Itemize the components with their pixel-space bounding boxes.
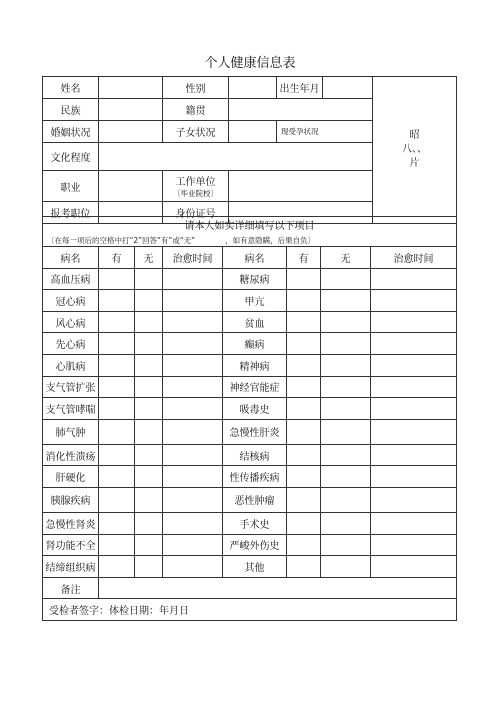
no-cell-right[interactable]: [321, 290, 371, 312]
cure-time-cell-right[interactable]: [371, 556, 457, 578]
disease-name-left: 高血压病: [43, 268, 99, 290]
cure-time-cell-left[interactable]: [163, 534, 223, 556]
cure-time-cell-left[interactable]: [163, 556, 223, 578]
yes-cell-left[interactable]: [99, 534, 135, 556]
birth-field[interactable]: [323, 77, 373, 99]
disease-name-left: 肝硬化: [43, 466, 99, 488]
disease-row: [43, 419, 457, 444]
signature-line[interactable]: 受检者签字：体检日期：年月日: [43, 599, 457, 621]
header-disease-right: 病名: [223, 247, 287, 269]
yes-cell-right[interactable]: [287, 512, 321, 534]
disease-row: [43, 311, 457, 333]
photo-label-3: 片: [409, 158, 420, 169]
occupation-field[interactable]: [99, 171, 163, 202]
yes-cell-left[interactable]: [99, 419, 135, 444]
disease-name-left: 冠心病: [43, 290, 99, 312]
disease-name-right: 贫血: [223, 311, 287, 333]
occupation-label: 职业: [43, 171, 99, 202]
disease-row: [43, 512, 457, 534]
cure-time-cell-right[interactable]: [371, 290, 457, 312]
disease-name-left: 先心病: [43, 333, 99, 355]
yes-cell-right[interactable]: [287, 333, 321, 355]
disease-name-left: 胰腺疾病: [43, 487, 99, 512]
no-cell-right[interactable]: [321, 512, 371, 534]
disease-name-right: 甲亢: [223, 290, 287, 312]
disease-row: [43, 268, 457, 290]
disease-name-left: 急慢性肾炎: [43, 512, 99, 534]
cure-time-cell-right[interactable]: [371, 398, 457, 420]
yes-cell-left[interactable]: [99, 333, 135, 355]
no-cell-right[interactable]: [321, 487, 371, 512]
cure-time-cell-right[interactable]: [371, 333, 457, 355]
yes-cell-right[interactable]: [287, 376, 321, 398]
cure-time-cell-left[interactable]: [163, 444, 223, 466]
name-field[interactable]: [99, 77, 163, 99]
disease-name-left: 心肌病: [43, 354, 99, 376]
disease-name-left: 支气管扩张: [43, 376, 99, 398]
personal-info-table: [42, 76, 457, 224]
cure-time-cell-right[interactable]: [371, 354, 457, 376]
no-cell-left[interactable]: [135, 512, 163, 534]
yes-cell-right[interactable]: [287, 419, 321, 444]
marital-label: 婚姻状况: [43, 121, 99, 143]
notice-box: [43, 217, 457, 247]
yes-cell-right[interactable]: [287, 398, 321, 420]
cure-time-cell-left[interactable]: [163, 311, 223, 333]
disease-name-left: 消化性溃疡: [43, 444, 99, 466]
disease-row: [43, 333, 457, 355]
disease-row: [43, 444, 457, 466]
children-label: 子女状况: [163, 121, 229, 143]
no-cell-left[interactable]: [135, 354, 163, 376]
yes-cell-left[interactable]: [99, 354, 135, 376]
yes-cell-left[interactable]: [99, 466, 135, 488]
work-unit-label: [163, 171, 229, 202]
disease-name-right: 精神病: [223, 354, 287, 376]
no-cell-right[interactable]: [321, 466, 371, 488]
no-cell-right[interactable]: [321, 376, 371, 398]
yes-cell-right[interactable]: [287, 534, 321, 556]
native-place-field[interactable]: [229, 99, 373, 121]
cure-time-cell-right[interactable]: [371, 376, 457, 398]
disease-name-right: 其他: [223, 556, 287, 578]
cure-time-cell-right[interactable]: [371, 311, 457, 333]
no-cell-right[interactable]: [321, 534, 371, 556]
no-cell-left[interactable]: [135, 290, 163, 312]
yes-cell-right[interactable]: [287, 444, 321, 466]
no-cell-left[interactable]: [135, 556, 163, 578]
work-unit-field[interactable]: [229, 171, 373, 202]
cure-time-cell-left[interactable]: [163, 268, 223, 290]
photo-label-2: 八、、: [402, 144, 427, 155]
photo-label-1: 昭: [409, 130, 420, 141]
header-disease-left: 病名: [43, 247, 99, 269]
disease-name-right: 严峻外伤史: [223, 534, 287, 556]
yes-cell-right[interactable]: [287, 466, 321, 488]
header-yes-right: 有: [287, 247, 321, 269]
disease-row: [43, 354, 457, 376]
no-cell-left[interactable]: [135, 466, 163, 488]
school-text: 〔毕业院校〕: [173, 189, 218, 198]
yes-cell-right[interactable]: [287, 556, 321, 578]
remark-label: 备注: [43, 577, 99, 599]
yes-cell-right[interactable]: [287, 487, 321, 512]
ethnicity-field[interactable]: [99, 99, 163, 121]
no-cell-left[interactable]: [135, 487, 163, 512]
disease-name-right: 吸毒史: [223, 398, 287, 420]
no-cell-right[interactable]: [321, 444, 371, 466]
cure-time-cell-left[interactable]: [163, 512, 223, 534]
no-cell-right[interactable]: [321, 398, 371, 420]
yes-cell-right[interactable]: [287, 354, 321, 376]
marital-field[interactable]: [99, 121, 163, 143]
disease-name-left: 结缔组织病: [43, 556, 99, 578]
cure-time-cell-left[interactable]: [163, 419, 223, 444]
education-field[interactable]: [99, 143, 373, 171]
no-cell-right[interactable]: [321, 311, 371, 333]
ethnicity-label: 民族: [43, 99, 99, 121]
native-place-label: 籍贯: [163, 99, 229, 121]
photo-box[interactable]: [373, 77, 457, 224]
disease-row: [43, 376, 457, 398]
yes-cell-left[interactable]: [99, 487, 135, 512]
no-cell-left[interactable]: [135, 376, 163, 398]
no-cell-left[interactable]: [135, 333, 163, 355]
gender-label: 性别: [163, 77, 229, 99]
disease-name-right: 性传播疾病: [223, 466, 287, 488]
id-number-label: 身份证号: [163, 202, 229, 224]
no-cell-left[interactable]: [135, 268, 163, 290]
disease-row: [43, 556, 457, 578]
children-field[interactable]: [229, 121, 277, 143]
disease-row: [43, 398, 457, 420]
no-cell-left[interactable]: [135, 444, 163, 466]
cure-time-cell-left[interactable]: [163, 376, 223, 398]
disease-row: [43, 466, 457, 488]
yes-cell-left[interactable]: [99, 311, 135, 333]
yes-cell-left[interactable]: [99, 444, 135, 466]
cure-time-cell-right[interactable]: [371, 487, 457, 512]
header-yes-left: 有: [99, 247, 135, 269]
disease-name-right: 糖尿病: [223, 268, 287, 290]
no-cell-right[interactable]: [321, 556, 371, 578]
disease-name-right: 急慢性肝炎: [223, 419, 287, 444]
disease-row: [43, 534, 457, 556]
disease-name-right: 癫病: [223, 333, 287, 355]
no-cell-right[interactable]: [321, 333, 371, 355]
yes-cell-right[interactable]: [287, 290, 321, 312]
cure-time-cell-left[interactable]: [163, 290, 223, 312]
yes-cell-left[interactable]: [99, 398, 135, 420]
cure-time-cell-left[interactable]: [163, 354, 223, 376]
disease-name-right: 结核病: [223, 444, 287, 466]
yes-cell-left[interactable]: [99, 290, 135, 312]
no-cell-left[interactable]: [135, 311, 163, 333]
disease-name-right: 神经官能症: [223, 376, 287, 398]
header-cure-time-right: 治愈时间: [371, 247, 457, 269]
disease-name-right: 手术史: [223, 512, 287, 534]
name-label: 姓名: [43, 77, 99, 99]
cure-time-cell-right[interactable]: [371, 444, 457, 466]
disease-name-left: 风心病: [43, 311, 99, 333]
pregnancy-label: 现受孕状况: [277, 121, 373, 143]
disease-name-left: 支气管哮喘: [43, 398, 99, 420]
gender-field[interactable]: [229, 77, 277, 99]
yes-cell-left[interactable]: [99, 376, 135, 398]
no-cell-right[interactable]: [321, 354, 371, 376]
yes-cell-left[interactable]: [99, 556, 135, 578]
position-label: 报考职位: [43, 202, 99, 224]
cure-time-cell-right[interactable]: [371, 534, 457, 556]
yes-cell-left[interactable]: [99, 268, 135, 290]
header-cure-time-left: 治愈时间: [163, 247, 223, 269]
notice-detail: 〔在每一项后的空格中打“2”回答“有”或“无” ，如有意隐瞒，后果自负〕: [47, 236, 316, 245]
no-cell-left[interactable]: [135, 419, 163, 444]
disease-row: [43, 290, 457, 312]
cure-time-cell-left[interactable]: [163, 487, 223, 512]
cure-time-cell-left[interactable]: [163, 333, 223, 355]
header-no-right: 无: [321, 247, 371, 269]
yes-cell-right[interactable]: [287, 311, 321, 333]
yes-cell-right[interactable]: [287, 268, 321, 290]
no-cell-right[interactable]: [321, 268, 371, 290]
header-no-left: 无: [135, 247, 163, 269]
cure-time-cell-right[interactable]: [371, 466, 457, 488]
birth-label: 出生年月: [277, 77, 323, 99]
cure-time-cell-right[interactable]: [371, 419, 457, 444]
cure-time-cell-left[interactable]: [163, 466, 223, 488]
disease-name-left: 肺气肿: [43, 419, 99, 444]
no-cell-right[interactable]: [321, 419, 371, 444]
no-cell-left[interactable]: [135, 398, 163, 420]
notice-instruction: 请本人如实详细填写以下项目: [184, 221, 315, 232]
disease-name-left: 肾功能不全: [43, 534, 99, 556]
disease-row: [43, 487, 457, 512]
disease-name-right: 恶性肿瘤: [223, 487, 287, 512]
education-label: 文化程度: [43, 143, 99, 171]
remark-field[interactable]: [99, 577, 457, 599]
form-title: 个人健康信息表: [204, 56, 296, 71]
yes-cell-left[interactable]: [99, 512, 135, 534]
cure-time-cell-right[interactable]: [371, 512, 457, 534]
cure-time-cell-left[interactable]: [163, 398, 223, 420]
work-unit-text: 工作单位: [175, 177, 216, 188]
cure-time-cell-right[interactable]: [371, 268, 457, 290]
no-cell-left[interactable]: [135, 534, 163, 556]
health-history-table: [42, 216, 457, 621]
